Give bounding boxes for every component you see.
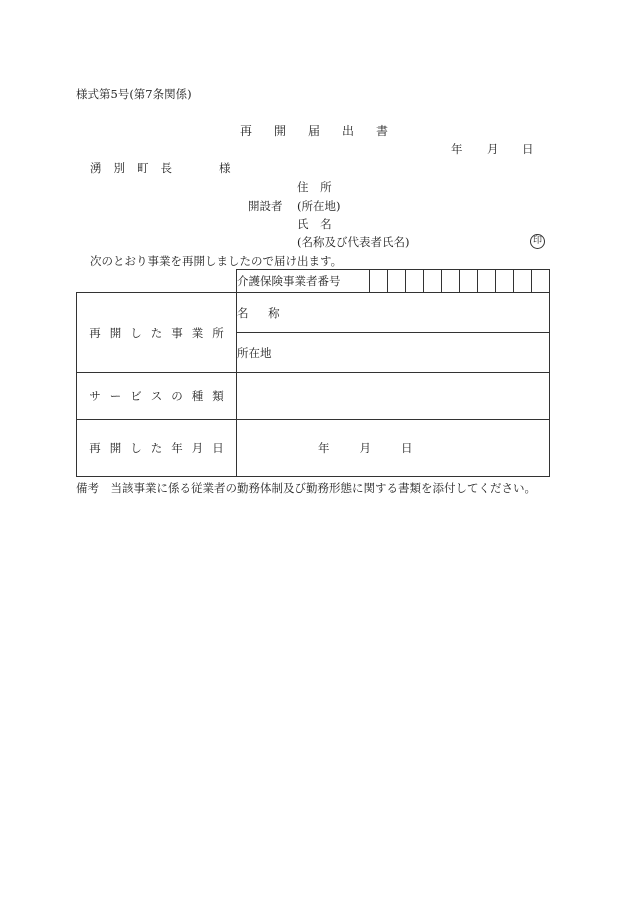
page-title: 再開届出書 [240, 124, 411, 138]
addressee-name: 湧別町長 [90, 161, 184, 175]
facility-name-field[interactable]: 名 称 [237, 293, 550, 333]
digit-box-6[interactable] [460, 270, 478, 293]
address-note: (所在地) [297, 199, 341, 213]
digit-box-5[interactable] [442, 270, 460, 293]
digit-box-8[interactable] [496, 270, 514, 293]
reopen-year: 年 [318, 441, 330, 455]
date-month: 月 [487, 142, 499, 156]
date-day: 日 [522, 142, 534, 156]
service-type-row [77, 373, 550, 420]
name-label: 氏 名 [297, 217, 336, 231]
addressee-honorific: 様 [219, 161, 231, 175]
service-type-field[interactable] [237, 373, 550, 420]
digit-box-10[interactable] [532, 270, 550, 293]
form-number: 様式第5号(第7条関係) [76, 87, 192, 101]
insurance-number-row [77, 270, 550, 293]
digit-box-1[interactable] [370, 270, 388, 293]
seal-mark: 印 [530, 234, 545, 249]
digit-box-4[interactable] [424, 270, 442, 293]
date-year: 年 [451, 142, 463, 156]
digit-box-2[interactable] [388, 270, 406, 293]
digit-box-9[interactable] [514, 270, 532, 293]
reopen-month: 月 [359, 441, 371, 455]
digit-box-3[interactable] [406, 270, 424, 293]
blank-cell [77, 270, 237, 293]
address-label: 住 所 [297, 180, 336, 194]
reopen-date-field[interactable] [237, 420, 550, 477]
insurance-number-label: 介護保険事業者番号 [237, 270, 370, 293]
facility-name-row [77, 293, 550, 333]
reopen-day: 日 [401, 441, 413, 455]
applicant-role-label: 開設者 [248, 199, 283, 213]
facility-label: 再開した事業所 [77, 293, 237, 373]
remarks-text: 備考 当該事業に係る従業者の勤務体制及び勤務形態に関する書類を添付してください。 [76, 481, 536, 495]
digit-box-7[interactable] [478, 270, 496, 293]
reopen-date-label: 再開した年月日 [77, 420, 237, 477]
service-type-label: サービスの種類 [77, 373, 237, 420]
intro-text: 次のとおり事業を再開しましたので届け出ます。 [90, 254, 343, 268]
reopen-date-row [77, 420, 550, 477]
name-note: (名称及び代表者氏名) [297, 235, 410, 249]
facility-location-field[interactable]: 所在地 [237, 333, 550, 373]
form-table [76, 269, 550, 477]
